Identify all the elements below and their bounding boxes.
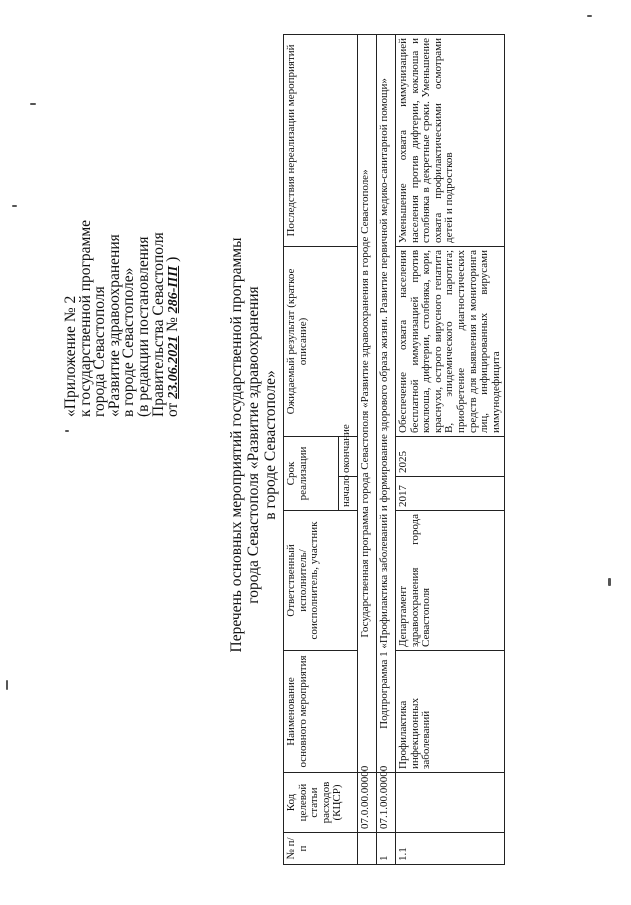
header-start: начало xyxy=(339,477,358,511)
appendix-line-5: в городе Севастополе» xyxy=(120,267,138,417)
subprogram-code: 07.1.00.00000 xyxy=(377,773,396,833)
item-code xyxy=(396,773,505,833)
program-row xyxy=(358,34,377,864)
header-name: Наименование основного мероприятия xyxy=(284,651,358,773)
subprogram-num: 1 xyxy=(377,833,396,865)
header-executor: Ответственный исполнитель/соисполнитель, участник xyxy=(284,511,358,651)
item-num: 1.1 xyxy=(396,833,505,865)
header-end: окончание xyxy=(339,436,358,476)
item-consequences: Уменьшение охвата иммунизацией населения против дифтерии, коклюша и столбняка в декретные сроки. Уменьшение охвата профилактическими осмотрами детей и подростков xyxy=(396,34,505,246)
document-title xyxy=(228,155,279,735)
scan-speck xyxy=(608,578,611,586)
program-title: Государственная программа города Севастополя «Развитие здравоохранения в городе Севастополе» xyxy=(358,34,377,772)
appendix-note xyxy=(64,117,182,417)
appendix-line-2: к государственной программе xyxy=(76,219,94,417)
closing-bracket: ) xyxy=(164,256,182,262)
measures-table xyxy=(283,34,505,865)
scan-speck xyxy=(587,15,592,17)
item-result: Обеспечение охвата населения бесплатной иммунизацией против коклюша, дифтерии, столбняка, кори, краснухи, острого вирусного гепатита В, эпидемического паротита; приобретение диагностических средств для выявления и мониторинга лиц, инфицированных вирусами иммунодефицита xyxy=(396,246,505,436)
header-code: Код целевой статьи расходов (КЦСР) xyxy=(284,773,358,833)
scan-speck xyxy=(30,103,36,105)
header-consequences: Последствия нереализации мероприятий xyxy=(284,34,358,246)
appendix-line-6: (в редакции постановления xyxy=(134,236,152,417)
title-line-3: в городе Севастополе» xyxy=(262,370,279,520)
scan-speck xyxy=(6,680,8,690)
table-row xyxy=(396,34,505,864)
scan-speck xyxy=(65,430,69,432)
item-end: 2025 xyxy=(396,436,505,476)
appendix-line-7: Правительства Севастополя xyxy=(149,232,167,417)
program-code: 07.0.00.00000 xyxy=(358,773,377,833)
item-executor: Департамент здравоохранения города Севастополя xyxy=(396,511,505,651)
item-start: 2017 xyxy=(396,477,505,511)
appendix-line-3: города Севастополя xyxy=(91,286,109,417)
handwritten-date: 23.06.2021 xyxy=(166,335,182,399)
appendix-date-line xyxy=(166,117,182,417)
date-prefix: от xyxy=(164,402,182,417)
subprogram-row xyxy=(377,34,396,864)
title-line-1: Перечень основных мероприятий государственной программы xyxy=(228,237,245,653)
subprogram-title: Подпрограмма 1 «Профилактика заболеваний и формирование здорового образа жизни. Развитие первичной медико-санитарной помощи» xyxy=(377,34,396,772)
appendix-line-1: «Приложение № 2 xyxy=(62,295,79,417)
program-num xyxy=(358,833,377,865)
header-period: Срок реализации xyxy=(284,436,339,510)
item-name: Профилактика инфекционных заболеваний xyxy=(396,651,505,773)
handwritten-number: 286-ПП xyxy=(166,265,182,314)
appendix-line-4: «Развитие здравоохранения xyxy=(105,234,123,417)
scan-speck xyxy=(12,205,17,207)
header-result: Ожидаемый результат (краткое описание) xyxy=(284,246,358,436)
number-prefix: № xyxy=(164,317,182,332)
title-line-2: города Севастополя «Развитие здравоохранения xyxy=(245,286,262,604)
header-num: № п/п xyxy=(284,833,358,865)
